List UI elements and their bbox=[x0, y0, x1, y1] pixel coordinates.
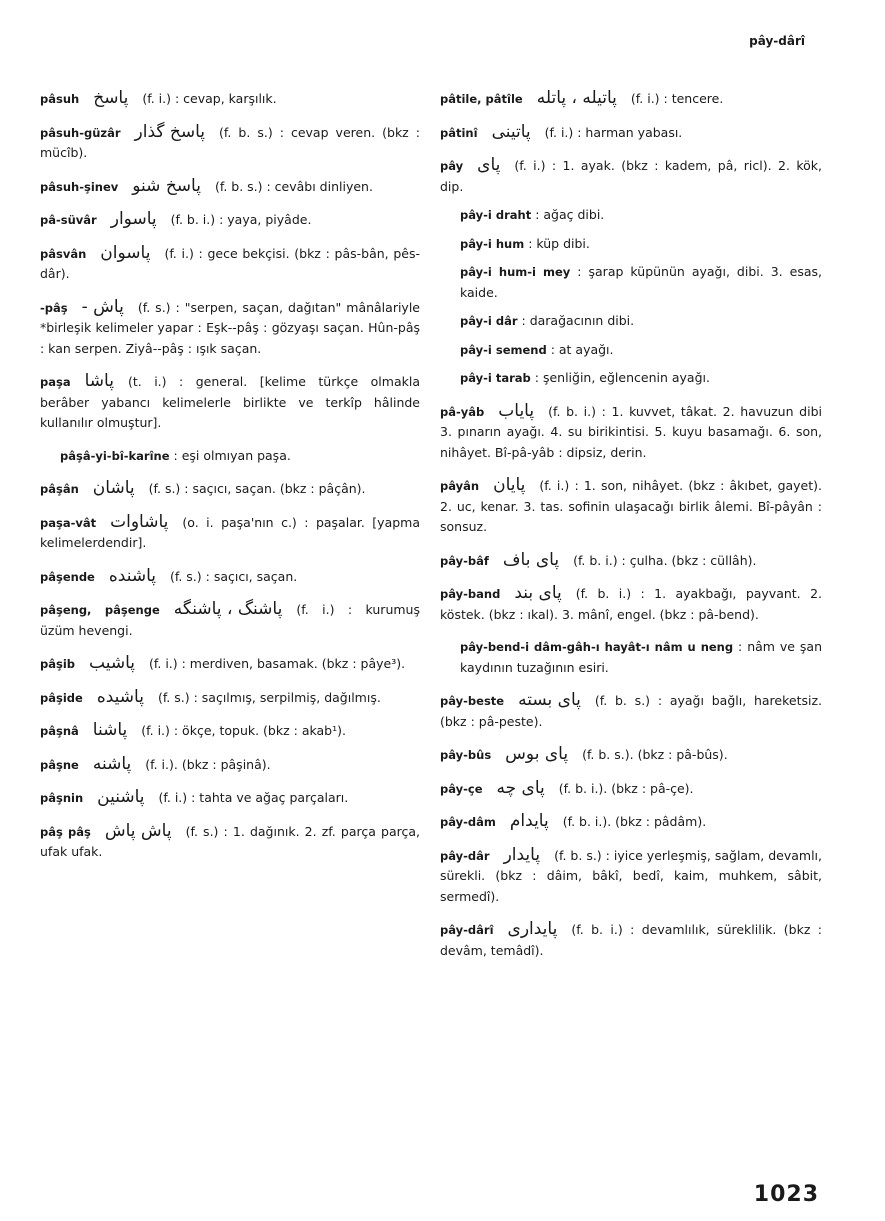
definition: (f. b. i.) : devamlılık, süreklilik. (bkz : devâm, temâdî). bbox=[440, 922, 822, 958]
headword: pây-beste bbox=[440, 694, 505, 708]
arabic-script: پای باف bbox=[502, 549, 560, 570]
dictionary-entry bbox=[440, 401, 822, 464]
definition: : şenliğin, eğlencenin ayağı. bbox=[534, 370, 710, 385]
left-column bbox=[40, 88, 420, 875]
arabic-script: پاتینی bbox=[491, 121, 531, 142]
definition: (f. i.) : gece bekçisi. (bkz : pâs-bân, pês-dâr). bbox=[40, 245, 420, 281]
dictionary-entry bbox=[40, 297, 420, 360]
dictionary-entry bbox=[40, 371, 420, 434]
dictionary-entry bbox=[440, 919, 822, 961]
headword: pâsuh-güzâr bbox=[40, 125, 121, 140]
arabic-script: پاسوار bbox=[110, 209, 157, 229]
arabic-script: پای بند bbox=[514, 583, 562, 603]
definition: (f. i.) : merdiven, basamak. (bkz : pâye³). bbox=[149, 656, 406, 671]
arabic-script: پاشاوات bbox=[110, 511, 169, 532]
definition: (f. i.) : 1. ayak. (bkz : kadem, pâ, ricl). 2. kök, dip. bbox=[440, 158, 822, 194]
dictionary-entry bbox=[440, 88, 822, 110]
dictionary-entry bbox=[440, 262, 822, 303]
arabic-script: پاش - bbox=[81, 296, 124, 317]
dictionary-entry bbox=[40, 653, 420, 675]
definition: (f. b. s.) : cevap veren. (bkz : mücîb). bbox=[40, 124, 420, 160]
dictionary-entry bbox=[440, 155, 822, 197]
arabic-script: پاشنا bbox=[92, 720, 128, 740]
headword: pâş pâş bbox=[40, 824, 91, 839]
headword: pâşne bbox=[40, 757, 79, 772]
dictionary-entry bbox=[40, 566, 420, 588]
dictionary-entry bbox=[440, 637, 822, 678]
definition: (f. i.) : tencere. bbox=[630, 91, 724, 106]
definition: (f. b. i.) : 1. kuvvet, tâkat. 2. havuzun dibi 3. pınarın ayağı. 4. su birikintisi. 5. kuyu basamağı. 6. son, nihâyet. Bî-pâ-yâb : dipsiz, derin. bbox=[440, 403, 822, 460]
definition: (f. s.) : saçılmış, serpilmiş, dağılmış. bbox=[157, 689, 381, 705]
definition: (t. i.) : general. [kelime türkçe olmakla berâber yabancı kelimelerle birlikte ve terkîp hâlinde kullanılır olmuştur]. bbox=[40, 374, 420, 430]
dictionary-entry bbox=[40, 754, 420, 776]
dictionary-entry bbox=[440, 744, 822, 766]
definition: (f. b. i.). (bkz : pâdâm). bbox=[562, 814, 707, 829]
definition: (f. s.) : "serpen, saçan, dağıtan" mânâlariyle *birleşik kelimeler yapar : Eşk--pâş : gözyaşı saçan. Hûn-pâş : kan serpen. Ziyâ--pâş : ışık saçan. bbox=[40, 299, 420, 356]
dictionary-entry bbox=[40, 821, 420, 863]
dictionary-entry bbox=[440, 778, 822, 800]
headword: pâtile, pâtîle bbox=[440, 92, 523, 106]
definition: (f. i.) : cevap, karşılık. bbox=[142, 91, 277, 106]
page-number: 1023 bbox=[753, 1182, 819, 1207]
arabic-script: پای بسته bbox=[518, 690, 581, 710]
dictionary-entry bbox=[440, 690, 822, 732]
arabic-script: پاشنده bbox=[108, 565, 156, 586]
dictionary-entry bbox=[440, 311, 822, 332]
headword: pâşeng, pâşenge bbox=[40, 603, 160, 617]
headword: pây-bend-i dâm-gâh-ı hayât-ı nâm u neng bbox=[460, 640, 734, 654]
headword: pây-dâm bbox=[440, 815, 496, 829]
headword: pâşâ-yi-bî-karîne bbox=[60, 448, 170, 463]
dictionary-entry bbox=[440, 550, 822, 572]
arabic-script: پایدار bbox=[503, 844, 541, 865]
arabic-script: پاش پاش bbox=[104, 820, 172, 841]
dictionary-entry bbox=[440, 845, 822, 908]
dictionary-entry bbox=[40, 512, 420, 554]
headword: pây-i dâr bbox=[460, 314, 518, 328]
dictionary-entry bbox=[40, 88, 420, 110]
headword: pâyân bbox=[440, 479, 480, 493]
headword: paşa-vât bbox=[40, 515, 97, 530]
definition: : nâm ve şan kaydının tuzağının esiri. bbox=[460, 639, 822, 675]
headword: pây-dârî bbox=[440, 923, 494, 937]
definition: (f. i.) : harman yabası. bbox=[544, 124, 683, 140]
arabic-script: پاشا bbox=[84, 371, 114, 391]
dictionary-entry bbox=[440, 122, 822, 144]
right-column bbox=[440, 88, 822, 973]
headword: -pâş bbox=[40, 300, 68, 315]
dictionary-entry bbox=[440, 368, 822, 389]
arabic-script: پاسوان bbox=[100, 242, 151, 263]
arabic-script: پای bbox=[477, 155, 501, 175]
definition: (f. b. s.) : iyice yerleşmiş, sağlam, devamlı, sürekli. (bkz : dâim, bâkî, bedî, kaim, muhkem, sâbit, sermedî). bbox=[440, 847, 822, 904]
definition: (f. i.) : tahta ve ağaç parçaları. bbox=[158, 790, 349, 805]
dictionary-entry bbox=[40, 687, 420, 709]
dictionary-entry bbox=[440, 583, 822, 625]
definition: (f. i.) : 1. son, nihâyet. (bkz : âkıbet, gayet). 2. uc, kenar. 3. tas. sofinin ulaşacağı birlik âlemi. Bî-pâyân : sonsuz. bbox=[440, 478, 822, 534]
definition: (f. b. s.). (bkz : pâ-bûs). bbox=[582, 747, 728, 762]
headword: pây-i hum-i mey bbox=[460, 265, 571, 279]
headword: pâtinî bbox=[440, 125, 478, 140]
definition: : şarap küpünün ayağı, dibi. 3. esas, kaide. bbox=[460, 264, 822, 300]
headword: pây-i semend bbox=[460, 342, 547, 357]
headword: pây bbox=[440, 159, 464, 173]
headword: pâşende bbox=[40, 569, 95, 584]
headword: pây-i hum bbox=[460, 236, 525, 251]
arabic-script: پاشنگ ، پاشنگه bbox=[173, 599, 283, 619]
headword: paşa bbox=[40, 375, 71, 389]
definition: : ağaç dibi. bbox=[535, 207, 605, 222]
arabic-script: پاسخ گذار bbox=[134, 121, 206, 142]
headword: pâşnin bbox=[40, 791, 84, 805]
definition: (f. b. i.) : 1. ayakbağı, payvant. 2. köstek. (bkz : ıkal). 3. mânî, engel. (bkz : pâ-bend). bbox=[440, 586, 822, 622]
dictionary-entry bbox=[40, 478, 420, 500]
headword: pâsvân bbox=[40, 246, 87, 261]
dictionary-entry bbox=[40, 243, 420, 285]
arabic-script: پای بوس bbox=[505, 744, 569, 764]
dictionary-entry bbox=[40, 599, 420, 641]
arabic-script: پایدام bbox=[509, 811, 549, 831]
definition: : at ayağı. bbox=[550, 341, 614, 357]
definition: (f. i.). (bkz : pâşinâ). bbox=[145, 756, 271, 772]
definition: (f. b. i.). (bkz : pâ-çe). bbox=[558, 780, 694, 796]
headword: pâşib bbox=[40, 657, 76, 671]
dictionary-entry bbox=[40, 446, 420, 467]
dictionary-entry bbox=[40, 176, 420, 198]
headword: pâşide bbox=[40, 690, 83, 705]
definition: (f. i.) : kurumuş üzüm hevengi. bbox=[40, 602, 420, 638]
arabic-script: پاشیب bbox=[89, 653, 135, 673]
headword: pâşân bbox=[40, 482, 79, 496]
headword: pâ-süvâr bbox=[40, 213, 97, 227]
definition: (f. s.) : saçıcı, saçan. (bkz : pâçân). bbox=[148, 481, 366, 496]
headword: pây-çe bbox=[440, 781, 483, 796]
dictionary-entry bbox=[440, 340, 822, 361]
dictionary-entry bbox=[440, 475, 822, 538]
headword: pây-bâf bbox=[440, 553, 489, 568]
headword: pâ-yâb bbox=[440, 404, 485, 419]
arabic-script: پاشنین bbox=[97, 787, 145, 807]
arabic-script: پاسخ bbox=[93, 88, 129, 108]
arabic-script: پاشیده bbox=[96, 686, 144, 707]
definition: (f. i.) : ökçe, topuk. (bkz : akab¹). bbox=[141, 723, 346, 738]
arabic-script: پایاب bbox=[498, 400, 535, 421]
arabic-script: پای چه bbox=[496, 777, 545, 798]
headword: pây-i tarab bbox=[460, 371, 531, 385]
dictionary-entry bbox=[40, 209, 420, 231]
headword: pâsuh bbox=[40, 92, 80, 106]
dictionary-entry bbox=[40, 787, 420, 809]
definition: : küp dibi. bbox=[528, 235, 590, 251]
dictionary-entry bbox=[440, 234, 822, 255]
arabic-script: پاشنه bbox=[92, 753, 132, 774]
guide-word: pây-dârî bbox=[749, 34, 805, 48]
dictionary-entry bbox=[440, 205, 822, 226]
arabic-script: پایان bbox=[493, 475, 526, 495]
definition: (f. s.) : saçıcı, saçan. bbox=[169, 568, 298, 584]
headword: pâsuh-şinev bbox=[40, 179, 119, 194]
dictionary-entry bbox=[440, 811, 822, 833]
definition: (o. i. paşa'nın c.) : paşalar. [yapma kelimelerdendir]. bbox=[40, 514, 420, 550]
arabic-script: پاسخ شنو bbox=[132, 175, 201, 196]
definition: (f. b. i.) : çulha. (bkz : cüllâh). bbox=[573, 552, 757, 568]
arabic-script: پاتیله ، پاتله bbox=[536, 88, 617, 108]
headword: pây-i draht bbox=[460, 208, 532, 222]
definition: (f. b. s.) : ayağı bağlı, hareketsiz. (bkz : pâ-peste). bbox=[440, 693, 822, 729]
definition: : darağacının dibi. bbox=[521, 313, 635, 328]
headword: pây-dâr bbox=[440, 848, 490, 863]
headword: pây-bûs bbox=[440, 748, 492, 762]
dictionary-entry bbox=[40, 122, 420, 164]
headword: pây-band bbox=[440, 587, 501, 601]
dictionary-entry bbox=[40, 720, 420, 742]
arabic-script: پاشان bbox=[92, 478, 135, 498]
definition: (f. b. s.) : cevâbı dinliyen. bbox=[214, 178, 373, 194]
definition: (f. b. i.) : yaya, piyâde. bbox=[170, 212, 312, 227]
definition: : eşi olmıyan paşa. bbox=[173, 447, 291, 463]
arabic-script: پایداری bbox=[507, 919, 558, 939]
headword: pâşnâ bbox=[40, 724, 79, 738]
definition: (f. s.) : 1. dağınık. 2. zf. parça parça, ufak ufak. bbox=[40, 823, 420, 859]
